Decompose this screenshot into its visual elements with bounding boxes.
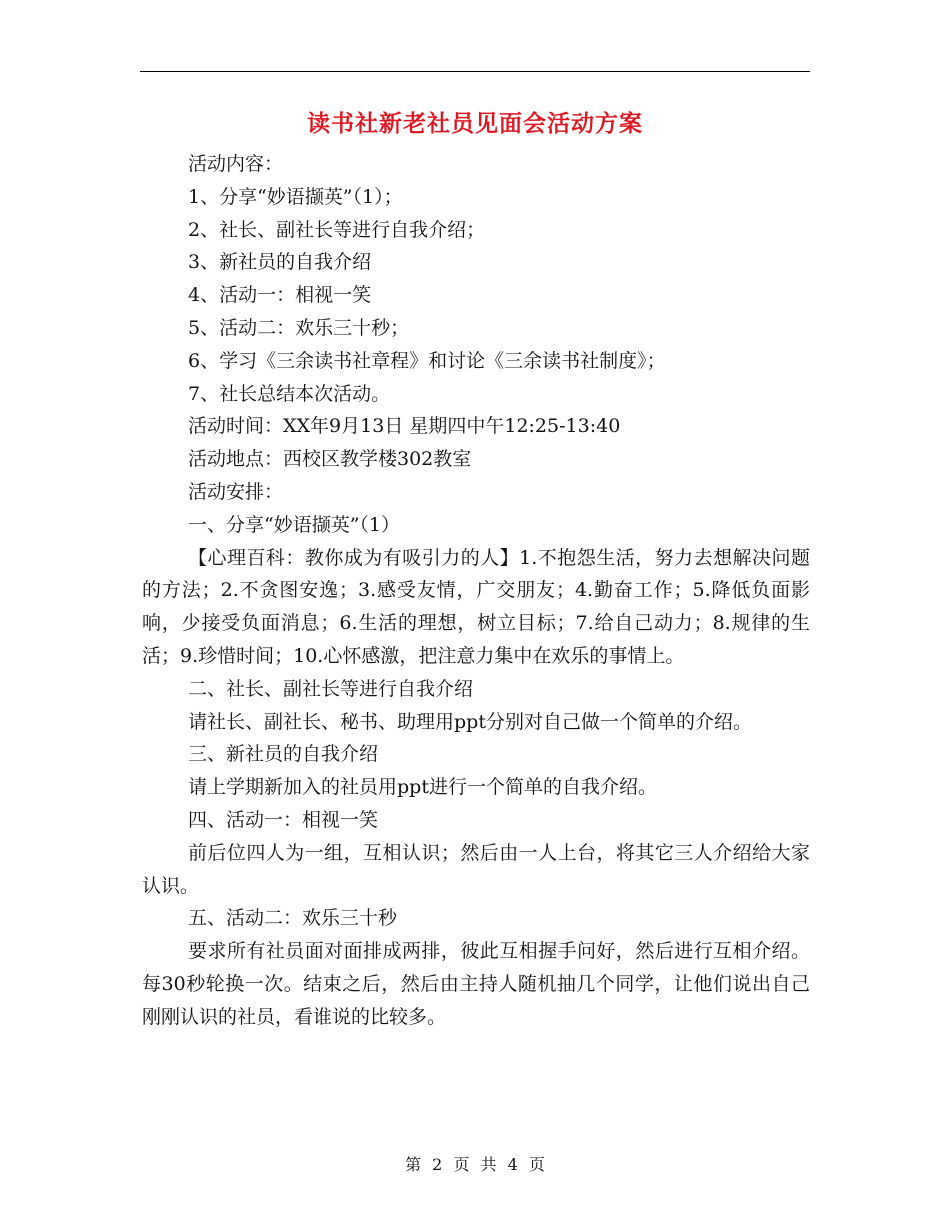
content-item-1: 1、分享“妙语撷英”（1）； xyxy=(188,185,403,208)
section-heading-1: 一、分享“妙语撷英”（1） xyxy=(188,513,401,536)
content-item-5: 5、活动二：欢乐三十秒； xyxy=(188,316,410,339)
section-heading-4: 四、活动一：相视一笑 xyxy=(188,808,379,831)
section-heading-2: 二、社长、副社长等进行自我介绍 xyxy=(188,677,474,700)
section-heading-3: 三、新社员的自我介绍 xyxy=(188,743,379,766)
content-item-3: 3、新社员的自我介绍 xyxy=(188,251,372,274)
document-title: 读书社新老社员见面会活动方案 xyxy=(307,110,643,137)
page-number: 第 2 页 共 4 页 xyxy=(405,1155,545,1174)
section-text-2: 请社长、副社长、秘书、助理用ppt分别对自己做一个简单的介绍。 xyxy=(188,710,752,733)
section-text-1: 【心理百科：教你成为有吸引力的人】1.不抱怨生活，努力去想解决问题的方法；2.不贪图安逸；3.感受友情，广交朋友；4.勤奋工作；5.降低负面影响，少接受负面消息；6.生活的理想，树立目标；7.给自己动力；8.规律的生活；9.珍惜时间；10.心怀感激，把注意力集中在欢乐的事情上。 xyxy=(142,546,810,667)
content-item-6: 6、学习《三余读书社章程》和讨论《三余读书社制度》； xyxy=(188,349,666,372)
activity-place: 活动地点：西校区教学楼302教室 xyxy=(188,448,472,471)
content-heading: 活动内容： xyxy=(188,153,284,175)
arrangement-heading: 活动安排： xyxy=(188,480,284,503)
section-text-5: 要求所有社员面对面排成两排，彼此互相握手问好，然后进行互相介绍。每30秒轮换一次。结束之后，然后由主持人随机抽几个同学，让他们说出自己刚刚认识的社员，看谁说的比较多。 xyxy=(142,940,810,1028)
section-text-4: 前后位四人为一组，互相认识；然后由一人上台，将其它三人介绍给大家认识。 xyxy=(142,841,810,897)
content-item-2: 2、社长、副社长等进行自我介绍； xyxy=(188,218,486,241)
section-heading-5: 五、活动二：欢乐三十秒 xyxy=(188,907,398,930)
content-item-7: 7、社长总结本次活动。 xyxy=(188,382,391,405)
document-body xyxy=(142,148,810,1034)
activity-time: 活动时间：XX年9月13日 星期四中午12:25-13:40 xyxy=(188,415,621,438)
content-item-4: 4、活动一：相视一笑 xyxy=(188,284,372,307)
section-text-3: 请上学期新加入的社员用ppt进行一个简单的自我介绍。 xyxy=(188,776,657,799)
header-rule xyxy=(140,71,810,72)
